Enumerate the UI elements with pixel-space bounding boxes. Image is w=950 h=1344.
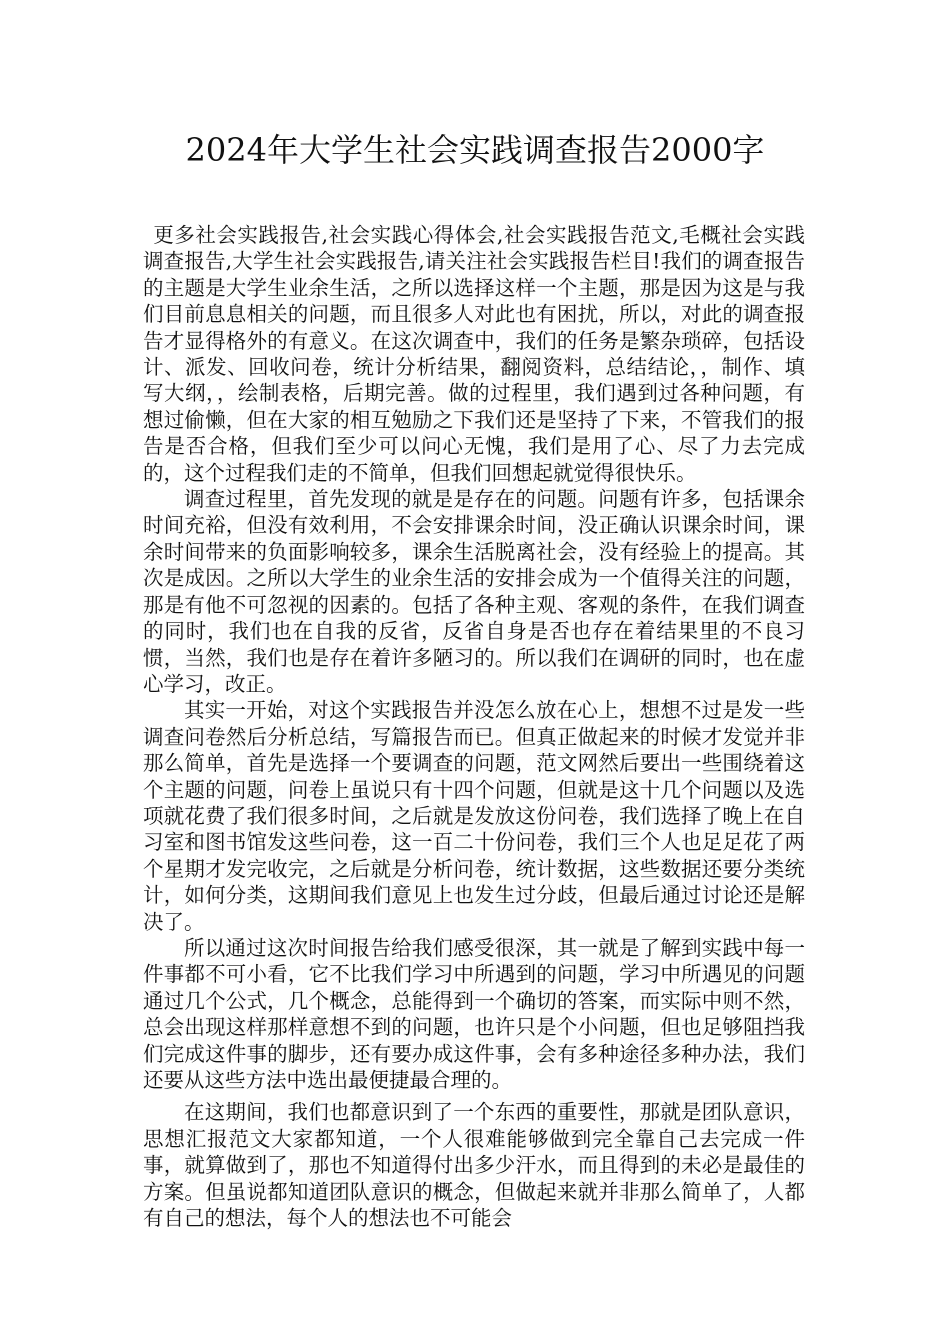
document-body — [143, 222, 805, 1231]
document-title: 2024年大学生社会实践调查报告2000字 — [185, 131, 765, 169]
paragraph-2: 调查过程里，首先发现的就是是存在的问题。问题有许多，包括课余时间充裕，但没有效利用，不会安排课余时间，没正确认识课余时间，课余时间带来的负面影响较多，课余生活脱离社会，没有经验上的提高。其次是成因。之所以大学生的业余生活的安排会成为一个值得关注的问题，那是有他不可忽视的因素的。包括了各种主观、客观的条件，在我们调查的同时，我们也在自我的反省，反省自身是否也存在着结果里的不良习惯，当然，我们也是存在着许多陋习的。所以我们在调研的同时，也在虚心学习，改正。 — [143, 487, 805, 696]
paragraph-4: 所以通过这次时间报告给我们感受很深，其一就是了解到实践中每一件事都不可小看，它不比我们学习中所遇到的问题，学习中所遇见的问题通过几个公式，几个概念，总能得到一个确切的答案，而实际中则不然，总会出现这样那样意想不到的问题，也许只是个小问题，但也足够阻挡我们完成这件事的脚步，还有要办成这件事，会有多种途径多种办法，我们还要从这些方法中选出最便捷最合理的。 — [143, 935, 805, 1092]
paragraph-3: 其实一开始，对这个实践报告并没怎么放在心上，想想不过是发一些调查问卷然后分析总结，写篇报告而已。但真正做起来的时候才发觉并非那么简单，首先是选择一个要调查的问题，范文网然后要出一些围绕着这个主题的问题，问卷上虽说只有十四个问题，但就是这十几个问题以及选项就花费了我们很多时间，之后就是发放这份问卷，我们选择了晚上在自习室和图书馆发这些问卷，这一百二十份问卷，我们三个人也足足花了两个星期才发完收完，之后就是分析问卷，统计数据，这些数据还要分类统计，如何分类，这期间我们意见上也发生过分歧，但最后通过讨论还是解决了。 — [143, 698, 805, 934]
paragraph-5: 在这期间，我们也都意识到了一个东西的重要性，那就是团队意识，思想汇报范文大家都知道，一个人很难能够做到完全靠自己去完成一件事，就算做到了，那也不知道得付出多少汗水，而且得到的未必是最佳的方案。但虽说都知道团队意识的概念，但做起来就并非那么简单了，人都有自己的想法，每个人的想法也不可能会 — [143, 1100, 805, 1231]
paragraph-1: 更多社会实践报告,社会实践心得体会,社会实践报告范文,毛概社会实践调查报告,大学生社会实践报告,请关注社会实践报告栏目!我们的调查报告的主题是大学生业余生活，之所以选择这样一个主题，那是因为这是与我们目前息息相关的问题，而且很多人对此也有困扰，所以，对此的调查报告才显得格外的有意义。在这次调查中，我们的任务是繁杂琐碎，包括设计、派发、回收问卷，统计分析结果，翻阅资料，总结结论，，制作、填写大纲，，绘制表格，后期完善。做的过程里，我们遇到过各种问题，有想过偷懒，但在大家的相互勉励之下我们还是坚持了下来，不管我们的报告是否合格，但我们至少可以问心无愧，我们是用了心、尽了力去完成的，这个过程我们走的不简单，但我们回想起就觉得很快乐。 — [143, 223, 805, 485]
